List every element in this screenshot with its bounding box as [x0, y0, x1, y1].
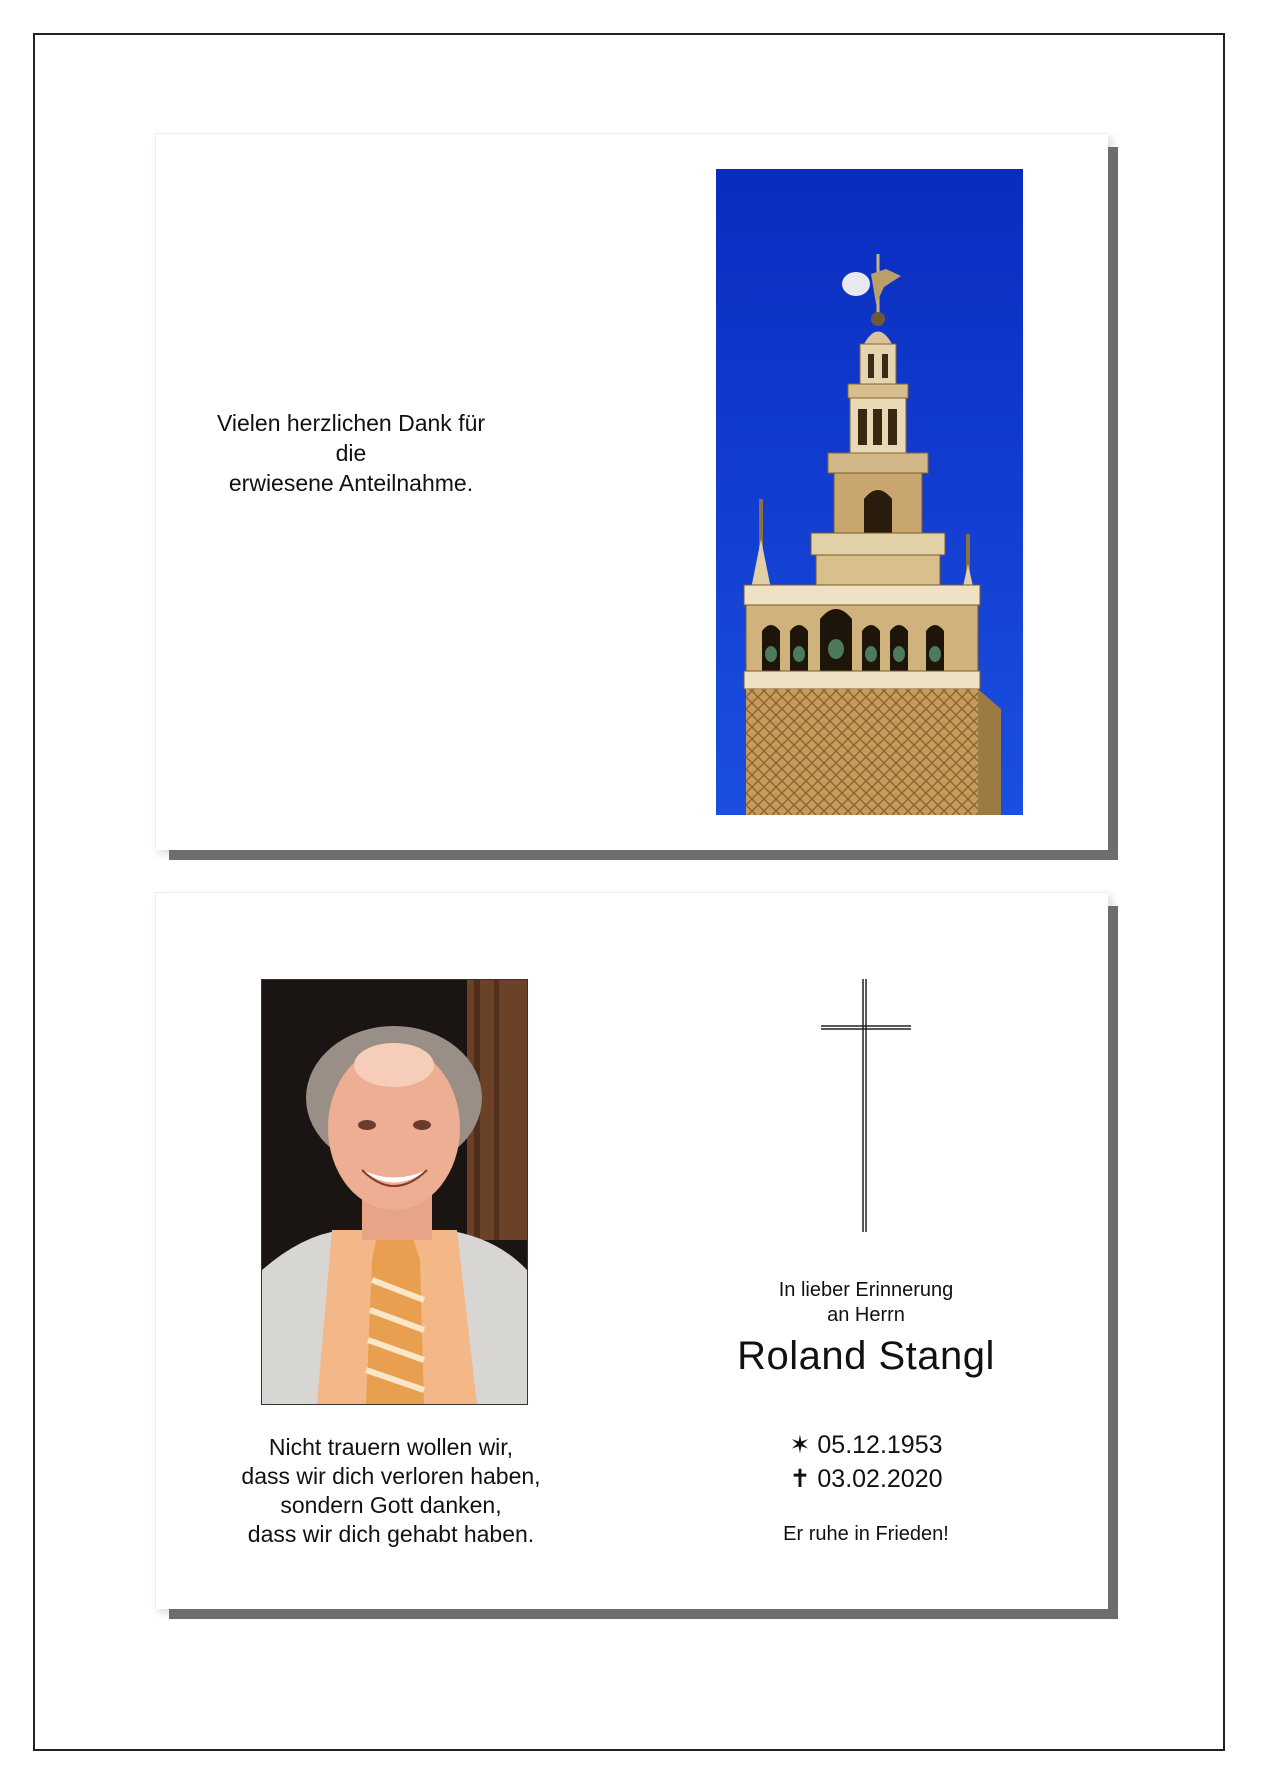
thanks-line-1: Vielen herzlichen Dank für die [216, 410, 486, 466]
card-top [155, 133, 1108, 850]
birth-date: 05.12.1953 [817, 1431, 943, 1459]
death-cross-icon: ✝ [789, 1465, 811, 1493]
deceased-name: Roland Stangl [737, 1334, 995, 1378]
thanks-line-2: erwiesene Anteilnahme. [228, 470, 474, 496]
birth-star-icon: ✶ [789, 1431, 811, 1459]
bell-tower-photo [716, 169, 1023, 815]
poem-line-2: dass wir dich verloren haben, [241, 1463, 541, 1489]
life-dates [711, 1428, 1021, 1496]
portrait-photo [261, 979, 528, 1405]
death-date: 03.02.2020 [817, 1465, 943, 1493]
memory-line-2: an Herrn [827, 1304, 905, 1326]
cross-icon [821, 979, 911, 1232]
memory-line-1: In lieber Erinnerung [778, 1279, 954, 1301]
poem-line-1: Nicht trauern wollen wir, [268, 1434, 514, 1460]
poem-line-4: dass wir dich gehabt haben. [247, 1521, 535, 1547]
card-bottom [155, 892, 1108, 1609]
thanks-text [206, 408, 496, 498]
memory-text [711, 1278, 1021, 1328]
rip-text: Er ruhe in Frieden! [783, 1523, 949, 1545]
death-date-line [711, 1462, 1021, 1496]
poem [196, 1433, 586, 1549]
poem-line-3: sondern Gott danken, [280, 1492, 502, 1518]
birth-date-line [711, 1428, 1021, 1462]
